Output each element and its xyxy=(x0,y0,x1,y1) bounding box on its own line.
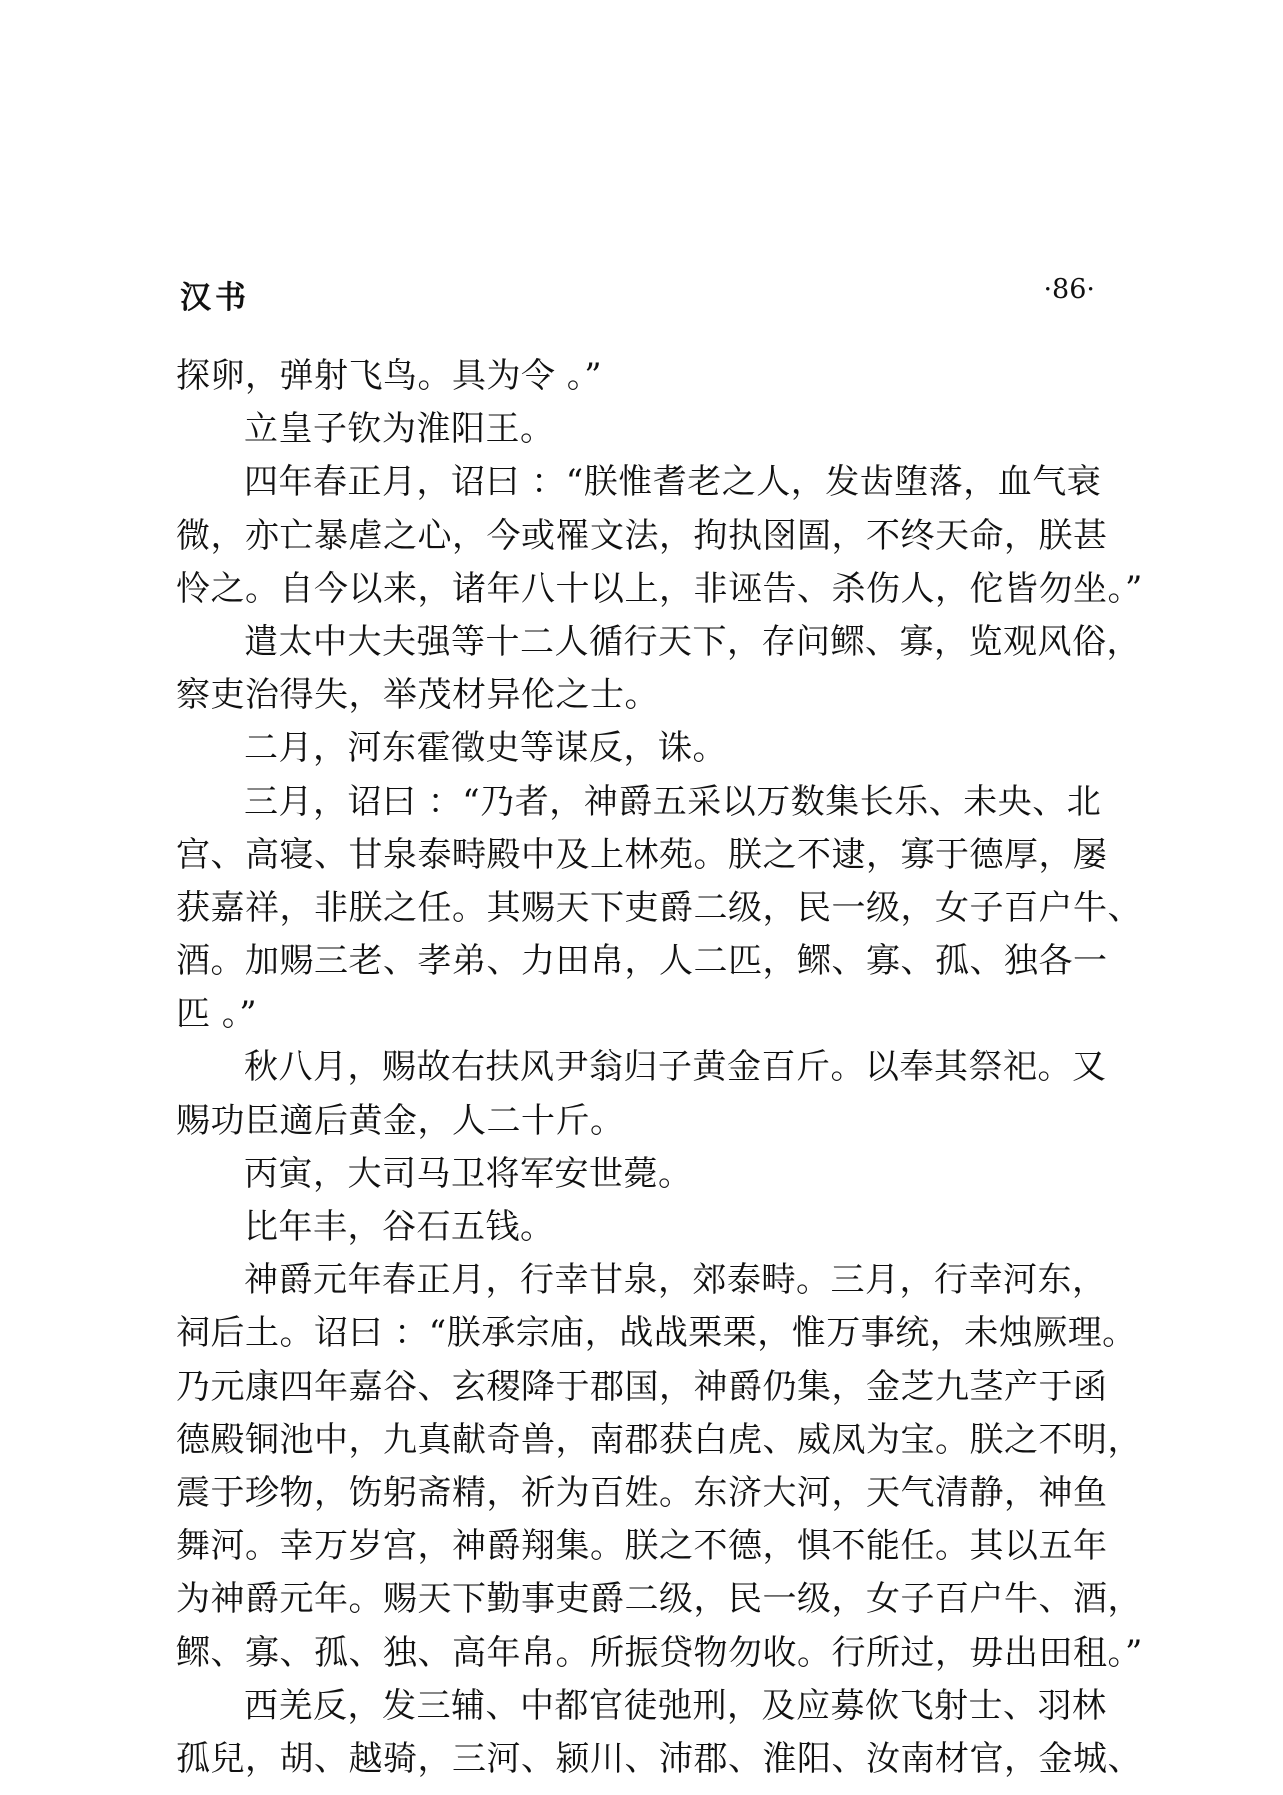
text-line: 匹 。” xyxy=(176,994,258,1035)
text-line: 震于珍物，饬躬斋精，祈为百姓。东济大河，天气清静，神鱼 xyxy=(176,1472,1108,1513)
text-line: 西羌反，发三辅、中都官徒弛刑，及应募佽飞射士、羽林 xyxy=(244,1685,1107,1726)
text-line: 酒。加赐三老、孝弟、力田帛，人二匹，鳏、寡、孤、独各一 xyxy=(176,941,1108,982)
text-line: 丙寅，大司马卫将军安世薨。 xyxy=(244,1153,693,1194)
text-line: 微，亦亡暴虐之心，今或罹文法，拘执囹圄，不终天命，朕甚 xyxy=(176,515,1108,556)
text-line: 德殿铜池中，九真献奇兽，南郡获白虎、威凤为宝。朕之不明， xyxy=(176,1419,1142,1460)
text-line: 为神爵元年。赐天下勤事吏爵二级，民一级，女子百户牛、酒， xyxy=(176,1579,1142,1620)
text-line: 舞河。幸万岁宫，神爵翔集。朕之不德，惧不能任。其以五年 xyxy=(176,1526,1108,1567)
text-line: 鳏、寡、孤、独、高年帛。所振贷物勿收。行所过，毋出田租。” xyxy=(176,1632,1143,1673)
page-number: ·86· xyxy=(1043,274,1095,305)
text-line: 神爵元年春正月，行幸甘泉，郊泰畤。三月，行幸河东， xyxy=(244,1260,1107,1301)
text-line: 祠后土。诏曰 ：“朕承宗庙，战战栗栗，惟万事统，未烛厥理。 xyxy=(176,1313,1137,1354)
text-line: 怜之。自今以来，诸年八十以上，非诬告、杀伤人，佗皆勿坐。” xyxy=(176,568,1143,609)
text-line: 赐功臣適后黄金，人二十斤。 xyxy=(176,1100,625,1141)
text-line: 四年春正月，诏曰 ：“朕惟耆老之人，发齿堕落，血气衰 xyxy=(244,462,1102,503)
body-text xyxy=(176,350,1143,1786)
text-line: 获嘉祥，非朕之任。其赐天下吏爵二级，民一级，女子百户牛、 xyxy=(176,887,1142,928)
text-line: 察吏治得失，举茂材异伦之士。 xyxy=(176,675,659,716)
text-line: 比年丰，谷石五钱。 xyxy=(244,1207,555,1247)
text-line: 探卵，弹射飞鸟。具为令 。” xyxy=(176,356,603,396)
text-line: 遣太中大夫强等十二人循行天下，存问鳏、寡，览观风俗， xyxy=(244,621,1141,662)
text-line: 秋八月，赐故右扶风尹翁归子黄金百斤。以奉其祭祀。又 xyxy=(244,1047,1107,1088)
text-line: 二月，河东霍徵史等谋反，诛。 xyxy=(244,728,727,769)
running-head xyxy=(180,272,1095,320)
text-line: 宫、高寝、甘泉泰畤殿中及上林苑。朕之不逮，寡于德厚，屡 xyxy=(176,834,1108,875)
text-line: 三月，诏曰 ：“乃者，神爵五采以万数集长乐、未央、北 xyxy=(244,781,1102,822)
book-title: 汉书 xyxy=(180,280,250,316)
text-line: 立皇子钦为淮阳王。 xyxy=(244,409,555,450)
text-line: 乃元康四年嘉谷、玄稷降于郡国，神爵仍集，金芝九茎产于函 xyxy=(176,1366,1108,1407)
text-line: 孤兒，胡、越骑，三河、颍川、沛郡、淮阳、汝南材官，金城、 xyxy=(176,1738,1142,1779)
